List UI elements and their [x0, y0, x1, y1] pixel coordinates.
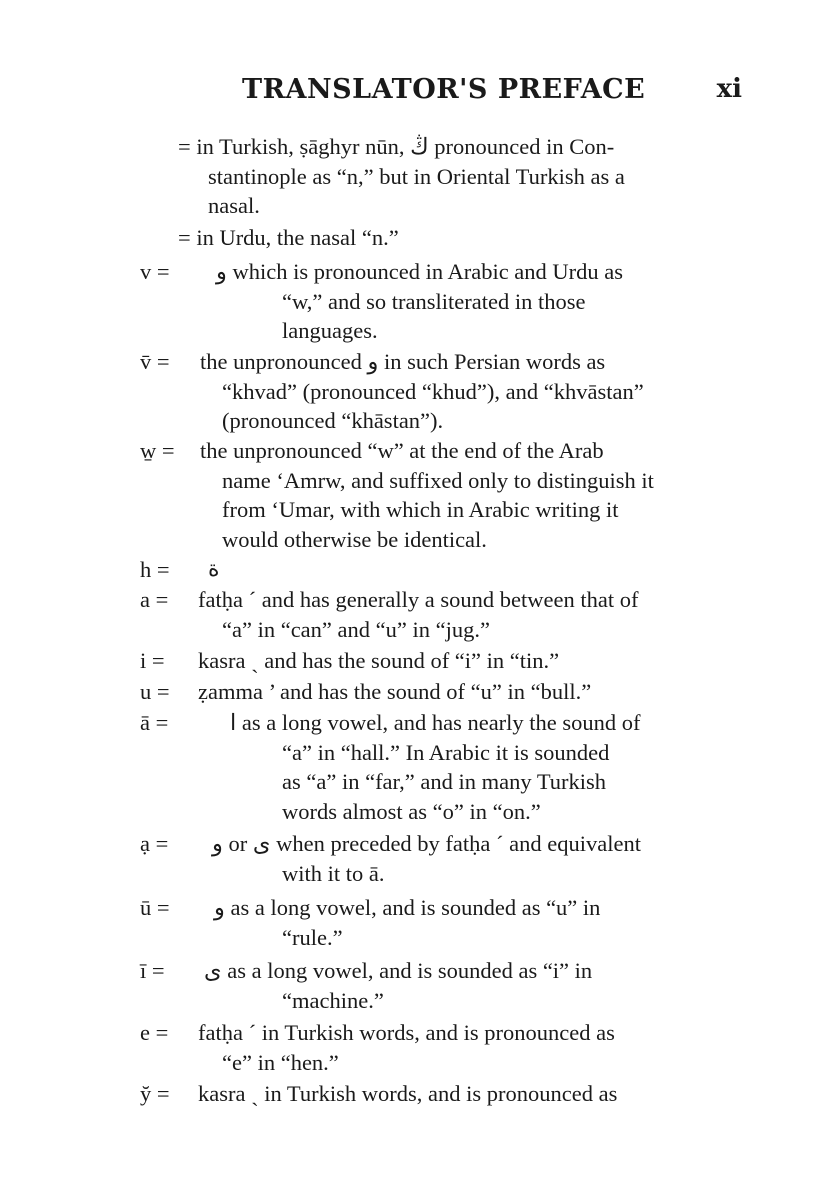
entry-body: [140, 708, 745, 826]
entry-line: ة: [208, 557, 220, 582]
entry-line: kasra ˏ in Turkish words, and is pronounced as: [198, 1081, 618, 1106]
translit-entry: [140, 257, 745, 346]
translit-entry: [140, 708, 745, 826]
entry-line: = in Urdu, the nasal “n.”: [178, 225, 399, 250]
entry-line: “e” in “hen.”: [222, 1049, 339, 1075]
entry-line: fatḥa ´ in Turkish words, and is pronounced as: [198, 1020, 615, 1045]
entry-key: v̄ =: [140, 349, 170, 374]
entry-key: h =: [140, 557, 170, 582]
translit-entry: [140, 646, 745, 676]
translit-entry: [140, 677, 745, 707]
entry-key: u =: [140, 679, 170, 704]
entry-body: [140, 677, 745, 707]
entry-line: name ‘Amrw, and suffixed only to distinguish it: [222, 467, 654, 493]
entry-line: with it to ā.: [282, 860, 385, 886]
entry-line: the unpronounced “w” at the end of the Arab: [200, 438, 604, 463]
translit-entry: [140, 1018, 745, 1077]
entry-body: [140, 646, 745, 676]
entry-line: و or ى when preceded by fatḥa ´ and equivalent: [212, 831, 641, 856]
entry-line: words almost as “o” in “on.”: [282, 798, 541, 824]
entry-line: nasal.: [208, 193, 260, 219]
entry-body: [140, 347, 745, 436]
entry-line: fatḥa ´ and has generally a sound between that of: [198, 587, 639, 612]
entry-line: ى as a long vowel, and is sounded as “i” in: [204, 958, 593, 983]
entry-line: ا as a long vowel, and has nearly the sound of: [230, 710, 641, 735]
entry-line: “a” in “hall.” In Arabic it is sounded: [282, 739, 610, 765]
entry-body: [140, 436, 745, 554]
page-header: [242, 74, 742, 114]
entry-line: as “a” in “far,” and in many Turkish: [282, 769, 607, 795]
entry-body: [140, 829, 745, 888]
entry-body: [140, 956, 745, 1015]
translit-entry: [140, 585, 745, 644]
entry-body: [140, 257, 745, 346]
entry-line: the unpronounced و in such Persian words as: [200, 349, 606, 374]
entry-line: “machine.”: [282, 987, 384, 1013]
entry-body: [178, 223, 744, 253]
entry-line: would otherwise be identical.: [222, 526, 487, 552]
entry-key: ī =: [140, 958, 165, 983]
entry-body: [140, 1018, 745, 1077]
entry-line: “a” in “can” and “u” in “jug.”: [222, 616, 490, 642]
translit-entry: [140, 347, 745, 436]
entry-key: y̆ =: [140, 1081, 170, 1106]
entry-line: ẓamma ’ and has the sound of “u” in “bull.”: [198, 679, 592, 704]
entry-key: w̱ =: [140, 438, 175, 463]
translit-entry: [178, 223, 744, 253]
entry-line: stantinople as “n,” but in Oriental Turkish as a: [208, 163, 625, 189]
entry-body: [178, 132, 744, 221]
entry-line: و as a long vowel, and is sounded as “u” in: [214, 895, 601, 920]
translit-entry: [140, 829, 745, 888]
entry-body: [140, 555, 745, 585]
translit-entry: [140, 555, 745, 585]
translit-entry: [140, 893, 745, 952]
translit-entry: [140, 956, 745, 1015]
entry-line: languages.: [282, 318, 378, 344]
entry-key: v =: [140, 259, 170, 284]
entry-line: “w,” and so transliterated in those: [282, 288, 586, 314]
entry-body: [140, 585, 745, 644]
entry-key: ū =: [140, 895, 170, 920]
entry-line: = in Turkish, ṣāghyr nūn, ڭ pronounced in Con-: [178, 134, 615, 159]
entry-line: “khvad” (pronounced “khud”), and “khvāstan”: [222, 378, 644, 404]
entry-line: “rule.”: [282, 924, 343, 950]
entry-line: (pronounced “khāstan”).: [222, 408, 444, 434]
entry-body: [140, 893, 745, 952]
page-number: xi: [716, 74, 742, 104]
translit-entry: [140, 436, 745, 554]
translit-entry: [140, 1079, 745, 1109]
entry-line: kasra ˏ and has the sound of “i” in “tin.”: [198, 648, 560, 673]
entry-key: ạ =: [140, 831, 169, 856]
entry-body: [140, 1079, 745, 1109]
running-title: TRANSLATOR'S PREFACE: [242, 74, 646, 105]
entry-line: و which is pronounced in Arabic and Urdu as: [216, 259, 624, 284]
entry-line: from ‘Umar, with which in Arabic writing it: [222, 497, 619, 523]
entry-key: a =: [140, 587, 169, 612]
entry-key: ā =: [140, 710, 169, 735]
entry-key: i =: [140, 648, 165, 673]
entry-key: e =: [140, 1020, 169, 1045]
translit-entry: [178, 132, 744, 221]
